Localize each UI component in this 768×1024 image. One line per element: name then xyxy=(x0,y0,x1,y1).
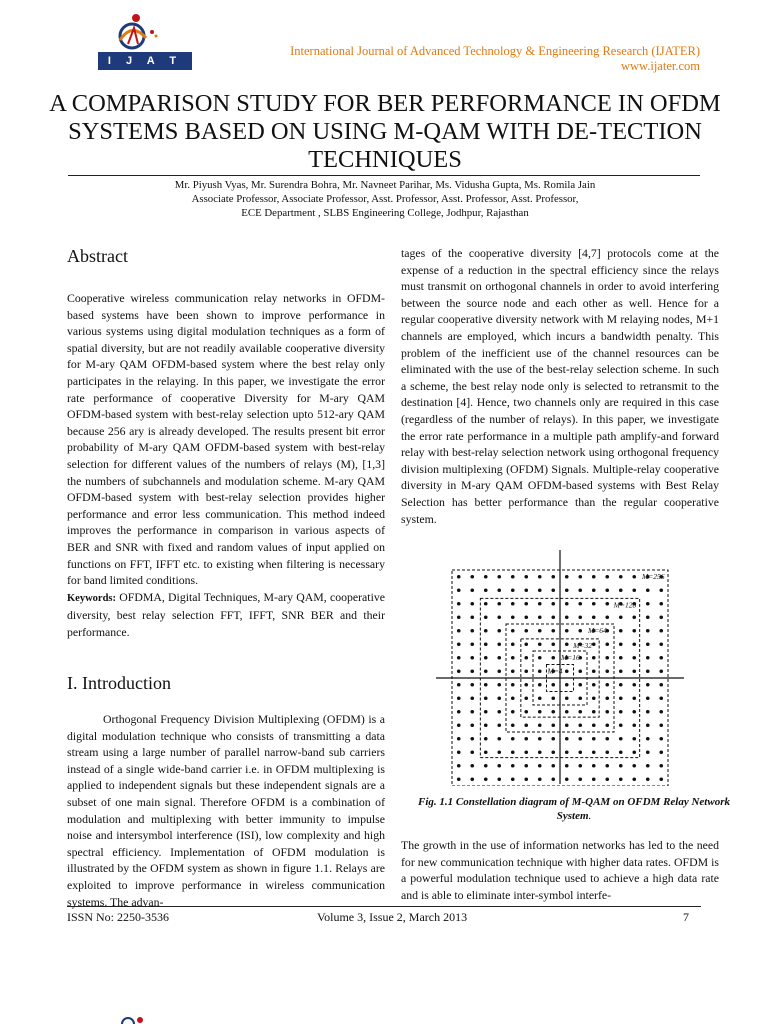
constellation-point xyxy=(592,615,596,619)
constellation-point xyxy=(619,737,623,741)
constellation-point xyxy=(551,642,555,646)
constellation-point xyxy=(524,696,528,700)
caption-period: . xyxy=(588,810,592,822)
constellation-point xyxy=(470,710,474,714)
constellation-point xyxy=(578,602,582,606)
constellation-point xyxy=(578,588,582,592)
constellation-point xyxy=(470,588,474,592)
constellation-point xyxy=(538,615,542,619)
constellation-point xyxy=(524,723,528,727)
page-number: 7 xyxy=(683,910,689,924)
constellation-point xyxy=(551,683,555,687)
figure-caption xyxy=(401,795,747,823)
constellation-point xyxy=(551,696,555,700)
constellation-point xyxy=(511,588,515,592)
constellation-point xyxy=(659,696,663,700)
constellation-point xyxy=(592,777,596,781)
constellation-point xyxy=(457,710,461,714)
constellation-label: M=64 xyxy=(588,626,607,635)
constellation-point xyxy=(632,777,636,781)
constellation-point xyxy=(470,683,474,687)
constellation-point xyxy=(511,669,515,673)
constellation-point xyxy=(524,777,528,781)
constellation-point xyxy=(524,710,528,714)
constellation-point xyxy=(565,737,569,741)
constellation-point xyxy=(524,575,528,579)
journal-name: International Journal of Advanced Technology & Engineering Research (IJATER) xyxy=(290,44,700,58)
constellation-figure xyxy=(430,546,688,786)
author-designations: Associate Professor, Associate Professor, Asst. Professor, Asst. Professor, Asst. Professor, xyxy=(191,193,579,205)
constellation-point xyxy=(659,683,663,687)
constellation-label: M=32 xyxy=(573,640,592,650)
constellation-point xyxy=(646,602,650,606)
constellation-point xyxy=(497,683,501,687)
constellation-point xyxy=(457,683,461,687)
constellation-point xyxy=(497,723,501,727)
constellation-point xyxy=(632,723,636,727)
introduction-continuation xyxy=(401,245,719,527)
constellation-point xyxy=(457,764,461,768)
constellation-point xyxy=(538,723,542,727)
constellation-point xyxy=(565,642,569,646)
abstract-text: Cooperative wireless communication relay networks in OFDM-based systems have been shown to improve performance in various systems using digital modulation techniques as a form of spatial diversity, but are not readily available cooperative diversity for M-ary QAM OFDM-based system where the best relay only participates in the relaying. In this paper, we investigate the error rate performance of cooperative Diversity for M-ary QAM OFDM-based system with best-relay selection upto 512-ary QAM because 256 ary is already developed. The results present bit error probability of M-ary QAM OFDM-based system with best-relay selection for different values of the numbers of relays (M), [1,3] the numbers of subchannels and modulation scheme. M-ary QAM OFDM-based system with best-relay selection provides higher performance and error less communication. This method indeed improves the performance in comparison in various aspects of BER and SNR with fixed and random values of input applied on functions on FFT, IFFT etc. to existing when filtering is necessary for band limited conditions. xyxy=(67,291,385,588)
constellation-point xyxy=(565,723,569,727)
constellation-point xyxy=(484,737,488,741)
constellation-point xyxy=(605,723,609,727)
constellation-point xyxy=(551,588,555,592)
constellation-point xyxy=(484,602,488,606)
constellation-point xyxy=(511,656,515,660)
constellation-point xyxy=(524,642,528,646)
constellation-point xyxy=(551,764,555,768)
constellation-point xyxy=(551,750,555,754)
constellation-point xyxy=(538,750,542,754)
constellation-point xyxy=(578,683,582,687)
paragraph-2-text: The growth in the use of information networks has led to the need for new communication technique with higher data rates. OFDM is a powerful modulation technique used to achieve a high data rate and is able to eliminate inter-symbol interfe- xyxy=(401,838,719,902)
constellation-point xyxy=(565,615,569,619)
constellation-label: M=4 xyxy=(547,666,563,676)
constellation-point xyxy=(470,642,474,646)
constellation-point xyxy=(497,615,501,619)
constellation-point xyxy=(551,615,555,619)
constellation-point xyxy=(578,615,582,619)
constellation-point xyxy=(646,615,650,619)
constellation-point xyxy=(619,723,623,727)
introduction-heading: I. Introduction xyxy=(67,673,171,693)
constellation-point xyxy=(565,588,569,592)
constellation-point xyxy=(497,777,501,781)
constellation-point xyxy=(565,602,569,606)
author-block xyxy=(40,178,730,220)
constellation-point xyxy=(470,764,474,768)
constellation-point xyxy=(497,710,501,714)
page-footer xyxy=(67,906,701,925)
constellation-point xyxy=(632,764,636,768)
constellation-point xyxy=(511,723,515,727)
constellation-point xyxy=(605,669,609,673)
constellation-point xyxy=(551,575,555,579)
constellation-point xyxy=(484,615,488,619)
constellation-point xyxy=(605,588,609,592)
keywords xyxy=(67,589,385,641)
constellation-point xyxy=(578,737,582,741)
constellation-point xyxy=(592,710,596,714)
constellation-point xyxy=(511,575,515,579)
constellation-point xyxy=(592,669,596,673)
constellation-point xyxy=(538,777,542,781)
constellation-point xyxy=(578,629,582,633)
introduction-section xyxy=(67,711,385,910)
constellation-point xyxy=(484,588,488,592)
constellation-point xyxy=(659,737,663,741)
constellation-point xyxy=(605,764,609,768)
constellation-point xyxy=(457,777,461,781)
constellation-point xyxy=(646,683,650,687)
constellation-point xyxy=(578,669,582,673)
constellation-point xyxy=(551,710,555,714)
constellation-point xyxy=(605,777,609,781)
constellation-point xyxy=(551,656,555,660)
constellation-point xyxy=(470,615,474,619)
constellation-point xyxy=(578,723,582,727)
constellation-point xyxy=(538,710,542,714)
constellation-point xyxy=(592,588,596,592)
constellation-point xyxy=(457,723,461,727)
constellation-point xyxy=(659,764,663,768)
constellation-point xyxy=(565,750,569,754)
constellation-point xyxy=(659,629,663,633)
constellation-point xyxy=(592,696,596,700)
constellation-point xyxy=(457,656,461,660)
constellation-point xyxy=(632,575,636,579)
constellation-point xyxy=(470,575,474,579)
constellation-point xyxy=(538,656,542,660)
constellation-point xyxy=(497,656,501,660)
constellation-point xyxy=(457,615,461,619)
constellation-point xyxy=(659,588,663,592)
constellation-point xyxy=(511,629,515,633)
constellation-point xyxy=(605,615,609,619)
constellation-point xyxy=(646,750,650,754)
constellation-point xyxy=(484,575,488,579)
constellation-point xyxy=(565,669,569,673)
constellation-point xyxy=(659,615,663,619)
constellation-point xyxy=(605,656,609,660)
constellation-point xyxy=(578,696,582,700)
constellation-point xyxy=(646,696,650,700)
constellation-point xyxy=(497,750,501,754)
constellation-point xyxy=(497,737,501,741)
constellation-point xyxy=(457,588,461,592)
constellation-point xyxy=(646,777,650,781)
constellation-point xyxy=(538,683,542,687)
constellation-point xyxy=(538,696,542,700)
constellation-point xyxy=(646,656,650,660)
constellation-point xyxy=(538,669,542,673)
constellation-point xyxy=(619,615,623,619)
constellation-point xyxy=(565,683,569,687)
constellation-point xyxy=(511,602,515,606)
constellation-point xyxy=(632,615,636,619)
constellation-point xyxy=(659,723,663,727)
constellation-point xyxy=(484,683,488,687)
constellation-point xyxy=(632,588,636,592)
constellation-point xyxy=(619,696,623,700)
constellation-point xyxy=(497,642,501,646)
constellation-point xyxy=(605,683,609,687)
constellation-point xyxy=(497,696,501,700)
constellation-point xyxy=(524,737,528,741)
constellation-point xyxy=(632,669,636,673)
constellation-point xyxy=(511,696,515,700)
constellation-point xyxy=(551,723,555,727)
constellation-point xyxy=(619,669,623,673)
constellation-point xyxy=(592,723,596,727)
constellation-point xyxy=(538,575,542,579)
constellation-point xyxy=(511,777,515,781)
constellation-point xyxy=(524,764,528,768)
constellation-point xyxy=(470,696,474,700)
constellation-point xyxy=(592,750,596,754)
constellation-point xyxy=(592,683,596,687)
logo-text: I J A T E R xyxy=(98,52,192,70)
constellation-point xyxy=(565,575,569,579)
constellation-point xyxy=(578,764,582,768)
constellation-point xyxy=(646,710,650,714)
constellation-point xyxy=(646,642,650,646)
constellation-point xyxy=(659,602,663,606)
constellation-point xyxy=(592,764,596,768)
constellation-point xyxy=(646,629,650,633)
constellation-point xyxy=(497,588,501,592)
constellation-point xyxy=(484,750,488,754)
constellation-point xyxy=(565,629,569,633)
constellation-point xyxy=(524,656,528,660)
constellation-point xyxy=(484,656,488,660)
constellation-point xyxy=(646,764,650,768)
constellation-point xyxy=(538,629,542,633)
constellation-point xyxy=(511,710,515,714)
constellation-point xyxy=(619,777,623,781)
constellation-point xyxy=(484,642,488,646)
constellation-point xyxy=(551,737,555,741)
constellation-point xyxy=(619,764,623,768)
author-names: Mr. Piyush Vyas, Mr. Surendra Bohra, Mr. Navneet Parihar, Ms. Vidusha Gupta, Ms. Romila Jain xyxy=(174,179,596,191)
constellation-point xyxy=(484,710,488,714)
constellation-point xyxy=(659,750,663,754)
constellation-point xyxy=(484,723,488,727)
constellation-point xyxy=(497,575,501,579)
constellation-point xyxy=(619,588,623,592)
title-rule xyxy=(68,175,700,176)
constellation-point xyxy=(524,602,528,606)
constellation-point xyxy=(497,764,501,768)
paper-title: A COMPARISON STUDY FOR BER PERFORMANCE IN OFDM SYSTEMS BASED ON USING M-QAM WITH DE-TECTION TECHNIQUES xyxy=(49,90,721,173)
constellation-point xyxy=(592,642,596,646)
constellation-point xyxy=(578,710,582,714)
constellation-point xyxy=(457,602,461,606)
continuation-text: tages of the cooperative diversity [4,7] protocols come at the expense of a reduction in the spectral efficiency since the relays must transmit on orthogonal channels in order to avoid interfering between the source node and each other as well. Hence for a regular cooperative diversity network with M relaying nodes, M+1 channels are employed, which incurs a bandwidth penalty. This problem of the inefficient use of the channel resources can be eliminated with the use of the best-relay selection scheme. In such a scheme, the best relay node only is selected to retransmit to the destination [4]. Hence, two channels only are required in this case (regardless of the number of relays). In this paper, we investigate the error rate performance in a multiple path amplify-and forward relay with best-relay selection network using orthogonal frequency division multiplexing (OFDM) Signals. Multiple-relay cooperative diversity in M-ary QAM OFDM-based systems with Best Relay Selection has better performance than the regular cooperative system. xyxy=(401,246,719,526)
constellation-point xyxy=(457,629,461,633)
constellation-point xyxy=(470,656,474,660)
constellation-point xyxy=(470,669,474,673)
journal-url[interactable]: www.ijater.com xyxy=(620,59,700,73)
constellation-point xyxy=(497,602,501,606)
constellation-point xyxy=(565,710,569,714)
constellation-point xyxy=(619,575,623,579)
constellation-point xyxy=(524,669,528,673)
constellation-point xyxy=(605,696,609,700)
constellation-point xyxy=(578,575,582,579)
constellation-point xyxy=(511,683,515,687)
journal-header xyxy=(290,44,700,74)
keywords-label: Keywords: xyxy=(67,592,116,604)
constellation-point xyxy=(457,575,461,579)
constellation-point xyxy=(619,683,623,687)
constellation-point xyxy=(632,737,636,741)
constellation-point xyxy=(646,588,650,592)
constellation-point xyxy=(470,750,474,754)
keywords-text: OFDMA, Digital Techniques, M-ary QAM, cooperative diversity, best relay selection FFT, IFFT, SNR BER and their performance. xyxy=(67,589,385,639)
journal-logo xyxy=(98,10,192,85)
constellation-label: M=128 xyxy=(613,600,637,610)
constellation-point xyxy=(484,696,488,700)
constellation-point xyxy=(659,710,663,714)
constellation-point xyxy=(605,737,609,741)
constellation-point xyxy=(619,750,623,754)
constellation-label: M=256 xyxy=(642,572,665,581)
constellation-point xyxy=(524,615,528,619)
constellation-point xyxy=(605,602,609,606)
abstract-heading: Abstract xyxy=(67,246,128,266)
caption-text: Fig. 1.1 Constellation diagram of M-QAM on OFDM Relay Network System xyxy=(417,796,730,822)
constellation-point xyxy=(632,642,636,646)
constellation-point xyxy=(619,642,623,646)
constellation-point xyxy=(470,629,474,633)
constellation-point xyxy=(605,575,609,579)
constellation-point xyxy=(538,602,542,606)
constellation-point xyxy=(632,710,636,714)
constellation-point xyxy=(592,656,596,660)
constellation-point xyxy=(484,669,488,673)
constellation-point xyxy=(659,642,663,646)
constellation-point xyxy=(632,629,636,633)
constellation-point xyxy=(470,723,474,727)
constellation-point xyxy=(565,764,569,768)
constellation-point xyxy=(538,737,542,741)
constellation-point xyxy=(632,683,636,687)
constellation-point xyxy=(470,737,474,741)
constellation-point xyxy=(470,777,474,781)
introduction-paragraph-2 xyxy=(401,837,719,903)
constellation-point xyxy=(484,777,488,781)
footer-volume: Volume 3, Issue 2, March 2013 xyxy=(317,910,468,924)
constellation-point xyxy=(538,764,542,768)
constellation-point xyxy=(592,737,596,741)
constellation-point xyxy=(497,629,501,633)
constellation-point xyxy=(511,750,515,754)
constellation-point xyxy=(646,669,650,673)
constellation-label: M=16 xyxy=(561,653,580,662)
constellation-point xyxy=(565,696,569,700)
next-page-logo-fragment-icon xyxy=(118,1016,158,1024)
constellation-point xyxy=(511,737,515,741)
constellation-point xyxy=(551,602,555,606)
constellation-point xyxy=(578,777,582,781)
constellation-point xyxy=(632,750,636,754)
constellation-point xyxy=(470,602,474,606)
logo-emblem-icon xyxy=(98,10,192,54)
constellation-point xyxy=(524,588,528,592)
constellation-point xyxy=(538,588,542,592)
constellation-point xyxy=(578,750,582,754)
constellation-point xyxy=(457,750,461,754)
constellation-point xyxy=(646,723,650,727)
constellation-point xyxy=(659,777,663,781)
constellation-point xyxy=(605,642,609,646)
constellation-point xyxy=(457,669,461,673)
constellation-point xyxy=(619,656,623,660)
constellation-point xyxy=(551,777,555,781)
constellation-point xyxy=(538,642,542,646)
constellation-point xyxy=(457,737,461,741)
author-affiliation: ECE Department , SLBS Engineering College, Jodhpur, Rajasthan xyxy=(241,207,529,219)
constellation-point xyxy=(524,629,528,633)
constellation-point xyxy=(619,629,623,633)
footer-issn: ISSN No: 2250-3536 xyxy=(67,910,170,924)
constellation-point xyxy=(551,629,555,633)
constellation-point xyxy=(497,669,501,673)
constellation-point xyxy=(605,750,609,754)
abstract-section xyxy=(67,290,385,640)
constellation-point xyxy=(524,683,528,687)
constellation-point xyxy=(605,710,609,714)
constellation-point xyxy=(511,642,515,646)
constellation-point xyxy=(511,764,515,768)
constellation-point xyxy=(619,710,623,714)
constellation-point xyxy=(524,750,528,754)
constellation-point xyxy=(659,669,663,673)
constellation-point xyxy=(632,696,636,700)
constellation-point xyxy=(484,629,488,633)
constellation-point xyxy=(592,602,596,606)
constellation-point xyxy=(565,777,569,781)
constellation-point xyxy=(659,656,663,660)
constellation-point xyxy=(511,615,515,619)
constellation-point xyxy=(632,656,636,660)
constellation-point xyxy=(646,737,650,741)
constellation-point xyxy=(457,642,461,646)
constellation-point xyxy=(484,764,488,768)
introduction-text: Orthogonal Frequency Division Multiplexing (OFDM) is a digital modulation technique who consists of transmitting a data stream using a large number of parallel narrow-band sub carriers instead of a single wide-band carrier i.e. in OFDM multiplexing is applied to independent signals but these independent signals are a subset of one main signal. Therefore OFDM is a combination of modulation and multiplexing with better immunity to impulse noise and intersymbol interference (ISI), low complexity and high spectral efficiency. Implementation of OFDM modulation is illustrated by the OFDM system as shown in figure 1.1. Relays are exploited to improve performance in wireless communication systems. The advan- xyxy=(67,712,385,909)
constellation-point xyxy=(592,575,596,579)
constellation-point xyxy=(457,696,461,700)
